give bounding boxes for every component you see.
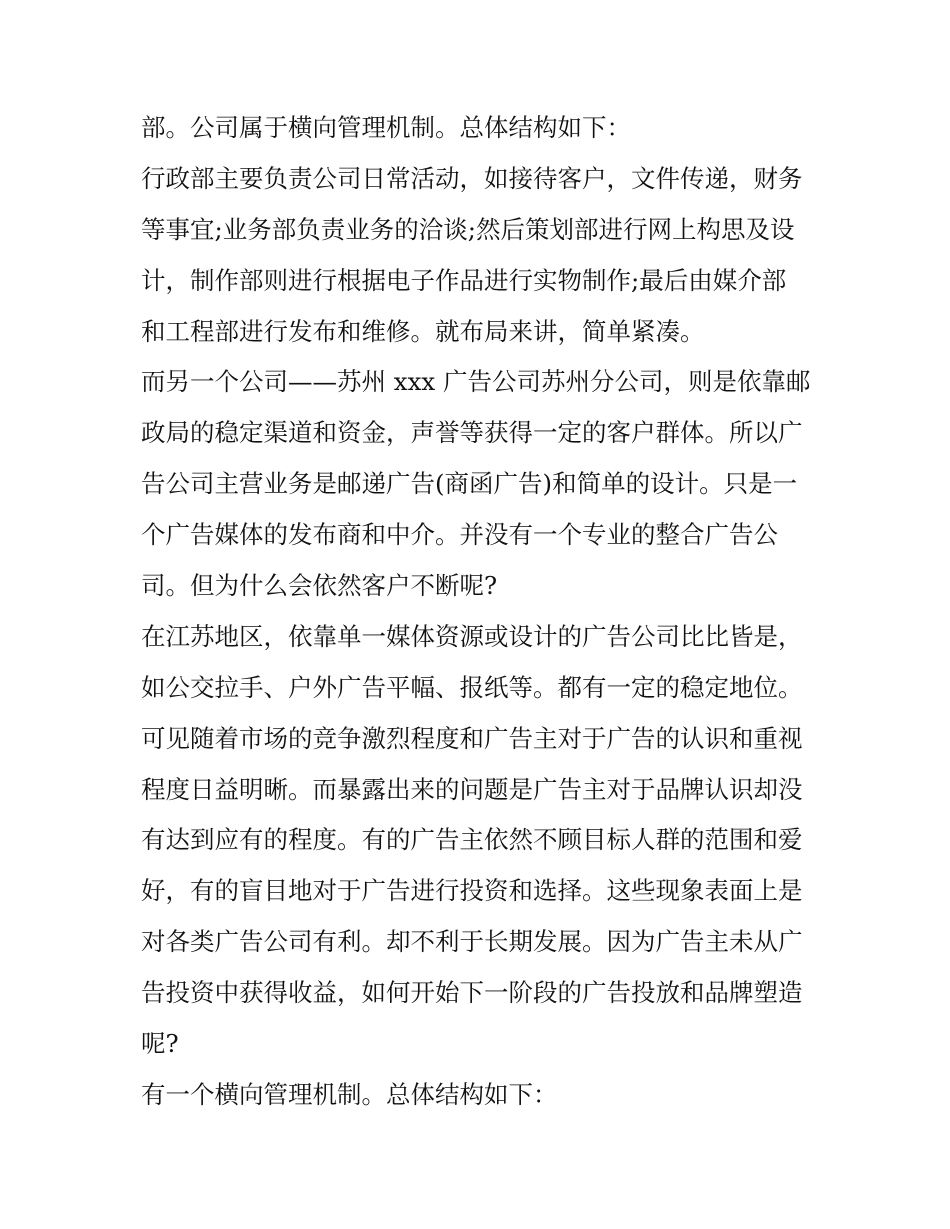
text-line: 政局的稳定渠道和资金，声誉等获得一定的客户群体。所以广 [141,418,803,448]
text-line: 而另一个公司——苏州 xxx 广告公司苏州分公司，则是依靠邮 [141,367,811,397]
text-line: 对各类广告公司有利。却不利于长期发展。因为广告主未从广 [141,927,803,957]
text-line: 计，制作部则进行根据电子作品进行实物制作;最后由媒介部 [141,265,787,295]
text-line: 个广告媒体的发布商和中介。并没有一个专业的整合广告公 [141,520,778,550]
text-line: 等事宜;业务部负责业务的洽谈;然后策划部进行网上构思及设 [141,214,795,244]
text-line: 和工程部进行发布和维修。就布局来讲，简单紧凑。 [141,316,705,346]
text-line: 可见随着市场的竞争激烈程度和广告主对于广告的认识和重视 [141,723,803,753]
text-line: 如公交拉手、户外广告平幅、报纸等。都有一定的稳定地位。 [141,672,803,702]
text-line: 告投资中获得收益，如何开始下一阶段的广告投放和品牌塑造 [141,978,803,1008]
text-line: 在江苏地区，依靠单一媒体资源或设计的广告公司比比皆是， [141,621,803,651]
text-line: 有达到应有的程度。有的广告主依然不顾目标人群的范围和爱 [141,825,803,855]
text-line: 行政部主要负责公司日常活动，如接待客户，文件传递，财务 [141,163,803,193]
text-line: 程度日益明晰。而暴露出来的问题是广告主对于品牌认识却没 [141,774,803,804]
text-line: 司。但为什么会依然客户不断呢? [141,571,498,601]
text-line: 有一个横向管理机制。总体结构如下： [141,1079,558,1109]
text-line: 呢? [141,1029,179,1059]
document-body [141,103,821,1121]
text-line: 部。公司属于横向管理机制。总体结构如下： [141,113,631,142]
text-line: 告公司主营业务是邮递广告(商函广告)和简单的设计。只是一 [141,469,798,499]
text-line: 好，有的盲目地对于广告进行投资和选择。这些现象表面上是 [141,876,803,906]
